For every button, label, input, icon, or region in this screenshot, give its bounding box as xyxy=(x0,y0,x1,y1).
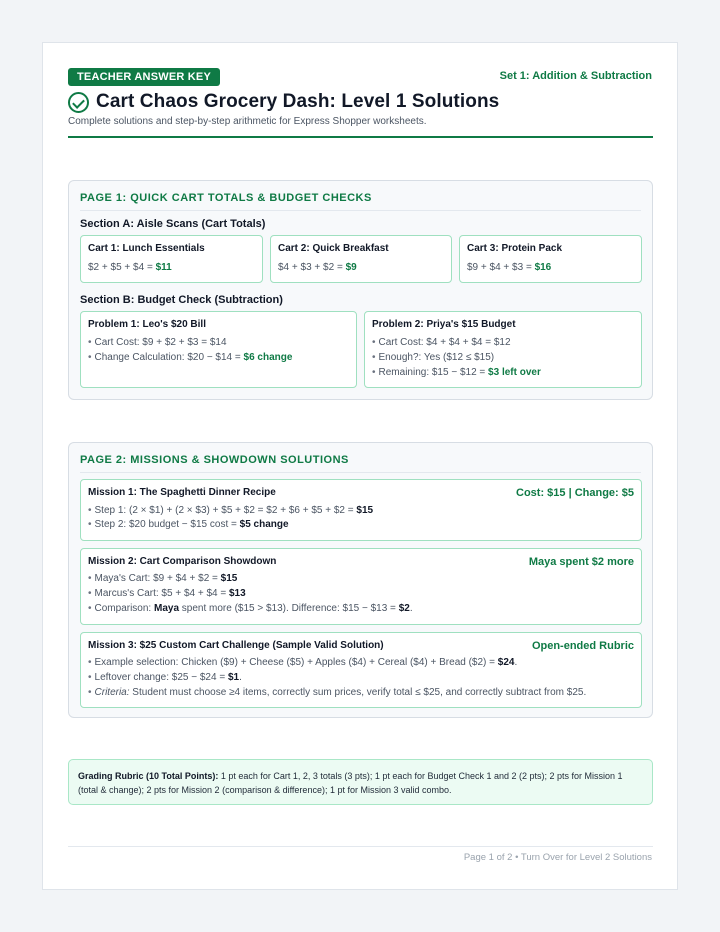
problem-2-line-3: • Remaining: $15 − $12 = $3 left over xyxy=(372,367,541,378)
mission-1-box xyxy=(80,479,642,541)
mission-2-line-3: • Comparison: Maya spent more ($15 > $13). Difference: $15 − $13 = $2. xyxy=(88,603,413,614)
cart-3-box xyxy=(459,235,642,283)
mission-3-result: Open-ended Rubric xyxy=(531,640,634,652)
page1-panel xyxy=(68,180,653,400)
problem-2-line-1: • Cart Cost: $4 + $4 + $4 = $12 xyxy=(372,337,511,348)
page2-panel xyxy=(68,442,653,718)
mission-1-result: Cost: $15 | Change: $5 xyxy=(516,487,634,499)
cart-1-solution: $2 + $5 + $4 = $11 xyxy=(88,262,172,273)
problem-1-box xyxy=(80,311,357,388)
section-b-heading: Section B: Budget Check (Subtraction) xyxy=(80,294,283,306)
cart-3-title: Cart 3: Protein Pack xyxy=(467,243,563,254)
problem-1-line-2: • Change Calculation: $20 − $14 = $6 change xyxy=(88,352,293,363)
mission-2-line-1: • Maya's Cart: $9 + $4 + $2 = $15 xyxy=(88,573,238,584)
cart-1-answer: $11 xyxy=(155,262,172,273)
mission-2-line-2: • Marcus's Cart: $5 + $4 + $4 = $13 xyxy=(88,588,246,599)
mission-3-box xyxy=(80,632,642,708)
mission-1-step-2: • Step 2: $20 budget − $15 cost = $5 change xyxy=(88,519,289,530)
problem-2-box xyxy=(364,311,642,388)
rubric-text: 1 pt each for Cart 1, 2, 3 totals (3 pts); 1 pt each for Budget Check 1 and 2 (2 pts); 2 pts for Mission 1 (total & change); 2 pts for Mission 2 (comparison & difference); 1 pt for Mission 3 valid combo. xyxy=(78,771,623,795)
mission-1-step-1: • Step 1: (2 × $1) + (2 × $3) + $5 + $2 = $2 + $6 + $5 + $2 = $15 xyxy=(88,505,374,516)
rubric-label: Grading Rubric (10 Total Points): xyxy=(78,771,219,781)
mission-2-box xyxy=(80,548,642,625)
cart-2-answer: $9 xyxy=(345,262,357,273)
cart-2-solution: $4 + $3 + $2 = $9 xyxy=(278,262,357,273)
cart-1-box xyxy=(80,235,263,283)
problem-1-line-1: • Cart Cost: $9 + $2 + $3 = $14 xyxy=(88,337,227,348)
mission-2-title: Mission 2: Cart Comparison Showdown xyxy=(88,556,277,567)
title-row xyxy=(68,91,499,113)
cart-1-title: Cart 1: Lunch Essentials xyxy=(88,243,205,254)
cart-2-box xyxy=(270,235,452,283)
problem-1-title: Problem 1: Leo's $20 Bill xyxy=(88,319,206,330)
cart-3-answer: $16 xyxy=(534,262,552,273)
header-divider xyxy=(68,136,653,138)
mission-3-line-2: • Leftover change: $25 − $24 = $1. xyxy=(88,672,242,683)
mission-2-result: Maya spent $2 more xyxy=(528,556,634,568)
problem-2-line-2: • Enough?: Yes ($12 ≤ $15) xyxy=(372,352,495,363)
check-circle-icon xyxy=(68,92,89,113)
cart-2-title: Cart 2: Quick Breakfast xyxy=(278,243,389,254)
footer-divider xyxy=(68,846,653,847)
grading-rubric xyxy=(68,759,653,805)
page-footer: Page 1 of 2 • Turn Over for Level 2 Solutions xyxy=(463,852,652,863)
page-subtitle: Complete solutions and step-by-step arithmetic for Express Shopper worksheets. xyxy=(68,116,427,127)
mission-3-title: Mission 3: $25 Custom Cart Challenge (Sample Valid Solution) xyxy=(88,640,384,651)
problem-2-title: Problem 2: Priya's $15 Budget xyxy=(372,319,516,330)
page2-heading: PAGE 2: MISSIONS & SHOWDOWN SOLUTIONS xyxy=(80,454,641,473)
page1-heading: PAGE 1: QUICK CART TOTALS & BUDGET CHECKS xyxy=(80,192,641,211)
set-label: Set 1: Addition & Subtraction xyxy=(499,70,652,82)
mission-3-line-1: • Example selection: Chicken ($9) + Cheese ($5) + Apples ($4) + Cereal ($4) + Bread ($2) = $24. xyxy=(88,657,518,668)
mission-1-title: Mission 1: The Spaghetti Dinner Recipe xyxy=(88,487,276,498)
teacher-answer-key-badge: TEACHER ANSWER KEY xyxy=(68,68,220,86)
mission-3-line-3: • Criteria: Student must choose ≥4 items, correctly sum prices, verify total ≤ $25, and correctly subtract from $25. xyxy=(88,687,587,698)
page-title: Cart Chaos Grocery Dash: Level 1 Solutions xyxy=(96,91,500,112)
cart-3-solution: $9 + $4 + $3 = $16 xyxy=(467,262,552,273)
answer-key-page xyxy=(42,42,678,890)
section-a-heading: Section A: Aisle Scans (Cart Totals) xyxy=(80,218,266,230)
